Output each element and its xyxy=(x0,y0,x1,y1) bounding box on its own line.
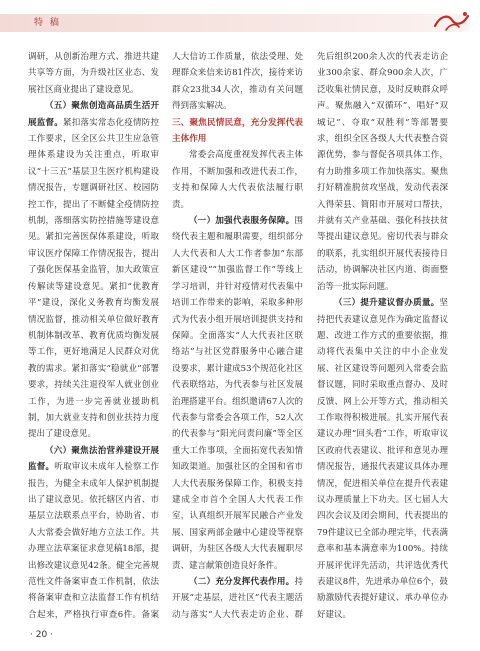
body-paragraph xyxy=(317,49,448,295)
body-paragraph xyxy=(28,443,159,624)
subsection-heading: （一）加强代表服务保障。 xyxy=(189,216,295,227)
paragraph-text: 围绕代表主题和履职需要，组织部分人大代表和人大工作者参加“东部新区建设”“加强监督工作”等线上学习培训，并针对疫情对代表集中培训工作带来的影响，采取多种形式为代表小组开展培训提供支持和保障。全面落实“人大代表社区联络站”与社区党群服务中心融合建设要求，累计建成53个规范化社区代表联络站，为代表参与社区发展治理搭建平台。组织邀请67人次的代表参与常委会各项工作，52人次的代表参与“阳光问责问廉”等全区重大工作事项，全面拓宽代表知情知政渠道。加强社区的全国和省市人大代表服务保障工作，积极支持建成全市首个全国人大代表工作室，认真组织开展军民融合产业发展、国家两部金融中心建设等视察调研，为驻区各级人大代表履职尽责、建言献策创造良好条件。 xyxy=(172,216,303,571)
body-paragraph xyxy=(172,147,303,213)
body-paragraph xyxy=(317,295,448,623)
paragraph-text: 持开展“走基层，进社区”代表主题活动与落实“人大代表走访企业、群 xyxy=(172,577,303,620)
decorative-logo-icon xyxy=(432,8,472,34)
text-column-2 xyxy=(172,49,303,624)
subsection-heading: （六）聚焦法治营养建设开展监督。 xyxy=(28,445,159,473)
page-number: · 20 · xyxy=(30,630,53,640)
page-header xyxy=(0,0,480,36)
body-paragraph xyxy=(28,98,159,443)
subsection-heading: （三）提升建议督办质量。 xyxy=(334,298,440,309)
section-label: 特 稿 xyxy=(34,18,61,28)
paragraph-text: 常委会高度重视发挥代表主体作用，不断加强和改进代表工作，支持和保障人大代表依法履行职责。 xyxy=(172,150,303,210)
subsection-heading: （二）充分发挥代表作用。 xyxy=(189,577,295,587)
paragraph-text: 人大信访工作质量，依法受理、处理群众来信来访81件次，接待来访群众23批34人次，推动有关问题得到落实解决。 xyxy=(172,52,303,112)
body-paragraph xyxy=(172,49,303,115)
paragraph-text: 紧扣落实常态化疫情防控工作要求，区全区公共卫生应急管理体系建设为关注重点，听取审议“十三五”基层卫生医疗机构建设情况报告，专题调研社区、校园防控工作，提出了不断健全疫情防控机制，落细落实防控措施等建设意见。紧扣完善医保体系建设，听取审议医疗保障工作情况报告，提出了强化医保基金监管，加大政策宣传解读等建设意见。紧扣“优教育平”建设，深化义务教育均衡发展情况监督，推动相关单位做好教育机制体制改革、教育优质均衡发展等工作，更好地满足人民群众对优教的需求。紧扣落实“稳就业”部署要求，持续关注退役军人就业创业工作，为进一步完善就业援助机制，加大就业支持和创业扶持力度提出了建设意见。 xyxy=(28,117,159,440)
section-heading-text: 三、聚焦民情民意，充分发挥代表主体作用 xyxy=(172,117,303,145)
body-paragraph xyxy=(172,574,303,624)
body-paragraph xyxy=(172,213,303,574)
paragraph-text: 坚持把代表建议意见作为确定监督议题、改进工作方式的重要依据，推动将代表集中关注的中小企业发展、社区建设等问题列入常委会监督议题，同时采取重点督办、及时反馈、网上公开等方式，推动相关工作取得积极进展。扎实开展代表建议办理“回头看”工作，听取审议区政府代表建议、批评和意见办理情况报告，通报代表建议具体办理情况，促进相关单位在提升代表建议办理质量上下功夫。区七届人大四次会议及闭会期间，代表提出的79件建议已全部办理完毕，代表满意率和基本满意率为100%。持续开展评优评先活动，共评选优秀代表建议8件，先进承办单位6个，鼓励激励代表提好建议、承办单位办好建议。 xyxy=(317,298,448,620)
paragraph-text: 调研，从创新治理方式、推进共建共享等方面，为升级社区业态、发展社区商业提出了建设意见。 xyxy=(28,52,159,95)
body-paragraph xyxy=(28,49,159,98)
section-heading xyxy=(172,115,303,148)
text-column-1 xyxy=(28,49,159,624)
subsection-heading: （五）聚焦创造高品质生活开展监督。 xyxy=(28,101,159,128)
header-band xyxy=(0,14,470,32)
paragraph-text: 先后组织200余人次的代表走访企业300余家、群众900余人次，广泛收集社情民意，及时反映群众呼声。聚焦融入“双循环”、唱好“双城记”、夺取“双胜利”等部署要求，组织全区各级人大代表整合资源优势，参与督促各项具体工作，有力助推多项工作加快落实。聚焦打好精准脱贫攻坚战，发动代表深入得荣县、简阳市开展对口帮扶，并就有关产业基础、强化科技扶贫等提出建议意见。密切代表与群众的联系，扎实组织开展代表接待日活动，协调解决社区内道、街面整治等一批实际问题。 xyxy=(317,52,448,292)
paragraph-text: 听取审议未成年人检察工作报告，为健全未成年人保护机制提出了建议意见。依托辖区内省、市基层立法联系点平台，协助省、市人大常委会做好地方立法工作。共办理立法草案征求意见稿18部，提出修改建议意见42条。健全完善规范性文件备案审查工作机制，依法将备案审查和立法监督工作有机结合起来，严格执行审查6件。备案 xyxy=(28,462,159,620)
text-column-3 xyxy=(317,49,448,624)
